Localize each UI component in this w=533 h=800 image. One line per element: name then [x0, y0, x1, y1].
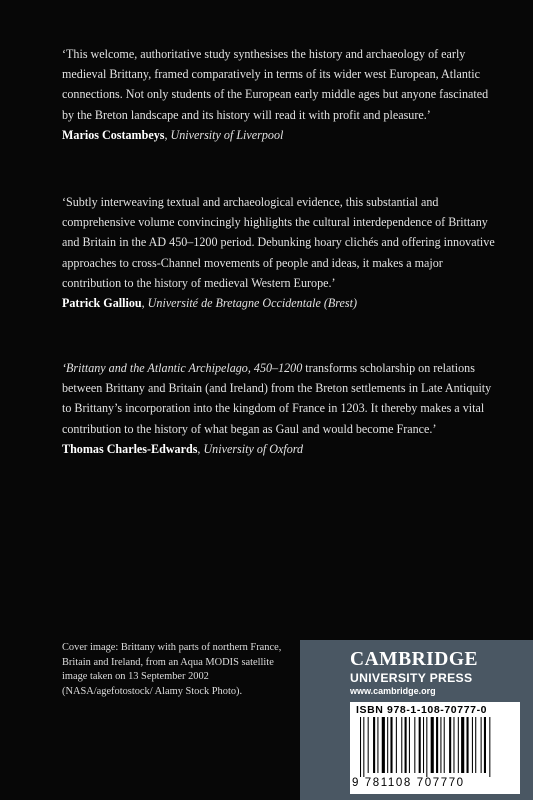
quote-text: ‘This welcome, authoritative study synthesises the history and archaeology of early medieval Brittany, framed comparatively in terms of its wider west European, Atlantic connections. Not only students of the European early middle ages but anyone fascinated by the Breton landscape and its history will read it with profit and pleasure.’	[62, 47, 489, 122]
quote-text	[62, 358, 502, 439]
barcode-box	[350, 702, 520, 794]
reviewer-name: Patrick Galliou	[62, 296, 142, 311]
quote-attribution: Patrick Galliou, Université de Bretagne Occidentale (Brest)	[62, 296, 357, 311]
quote-text: ‘Subtly interweaving textual and archaeological evidence, this substantial and comprehensive volume convincingly highlights the cultural interdependence of Brittany and Britain in the AD 450–1200 period. Debunking hoary clichés and offering innovative approaches to cross-Channel movements of people and ideas, it makes a major contribution to the history of medieval Western Europe.’	[62, 195, 495, 290]
publisher-subtitle: UNIVERSITY PRESS	[350, 671, 473, 685]
reviewer-name: Thomas Charles-Edwards	[62, 441, 198, 456]
reviewer-affiliation: University of Liverpool	[170, 127, 284, 142]
publisher-name: CAMBRIDGE	[350, 649, 479, 670]
reviewer-affiliation: Université de Bretagne Occidentale (Brest)	[147, 296, 357, 311]
quote-body: transforms scholarship on relations between Brittany and Britain (and Ireland) from the Breton settlements in Late Antiquity to Brittany’s incorporation into the kingdom of France in 1203. It thereby makes a vital contribution to the history of what began as Gaul and would become France.’	[62, 361, 492, 436]
barcode-digits: 9 781108 707770	[352, 777, 465, 789]
review-quote-2	[62, 192, 502, 313]
cover-image-credit: Cover image: Brittany with parts of northern France, Britain and Ireland, from an Aqua MODIS satellite image taken on 13 September 2002 (NASA/agefotostock/ Alamy Stock Photo).	[62, 642, 282, 697]
publisher-url: www.cambridge.org	[350, 686, 436, 696]
review-quote-3	[62, 358, 502, 459]
book-title: ‘Brittany and the Atlantic Archipelago, 450–1200	[62, 361, 303, 375]
publisher-panel	[300, 640, 533, 800]
quote-attribution: Marios Costambeys, University of Liverpool	[62, 127, 284, 142]
barcode-icon	[358, 717, 512, 777]
quote-attribution: Thomas Charles-Edwards, University of Oxford	[62, 441, 304, 456]
review-quote-1	[62, 44, 502, 145]
reviewer-affiliation: University of Oxford	[203, 441, 304, 456]
reviewer-name: Marios Costambeys	[62, 127, 165, 142]
isbn-label: ISBN 978-1-108-70777-0	[356, 704, 488, 716]
